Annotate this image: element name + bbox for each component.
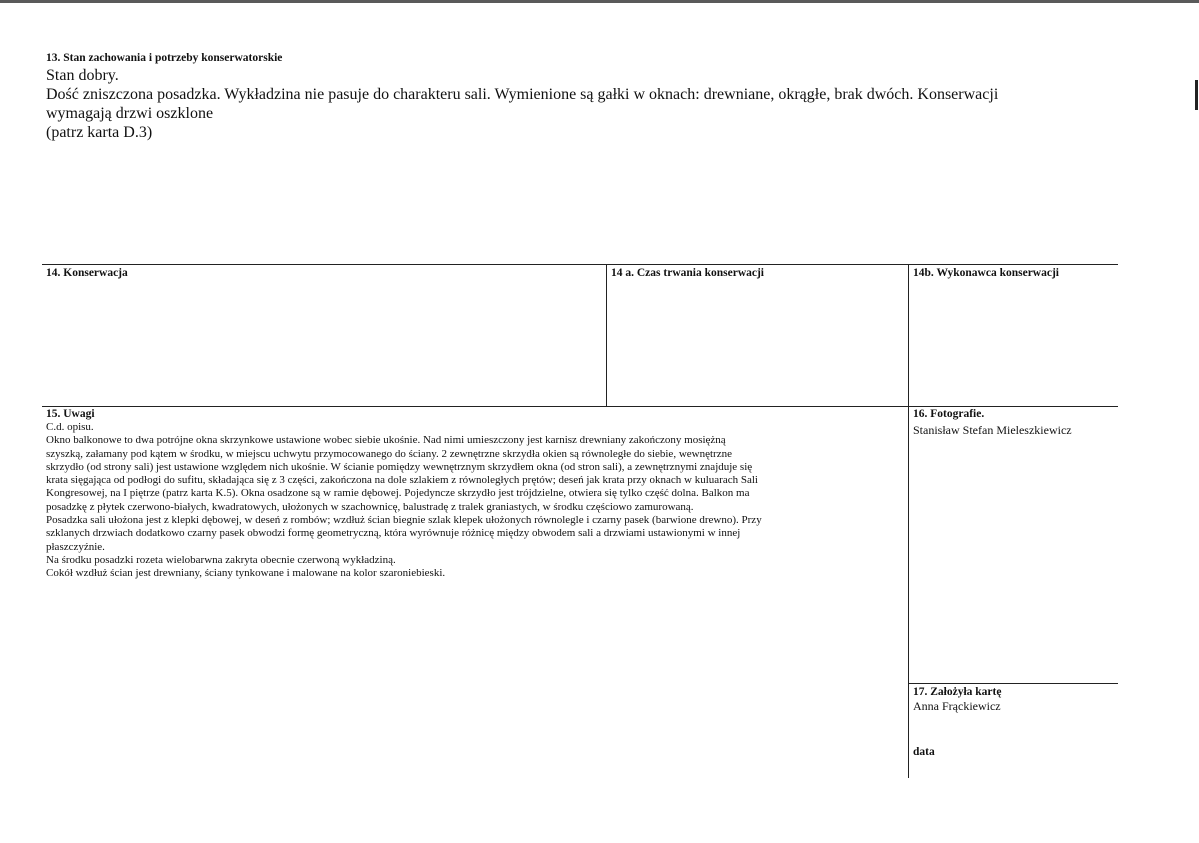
scan-edge-right bbox=[1195, 80, 1198, 110]
notes-line: szklanych drzwiach dodatkowo czarny pasek obwodzi formę geometryczną, która wyrównuje różnicę między obwodem sali a drzwiami ustawionymi w innej bbox=[46, 527, 741, 540]
notes-line: płaszczyźnie. bbox=[46, 540, 105, 553]
section-13-condition bbox=[46, 52, 1156, 142]
notes-line: Kongresowej, na I piętrze (patrz karta K.5). Okna osadzone są w ramie dębowej. Pojedyncze skrzydło jest trójdzielne, otwiera się tylko część dolna. Balkon ma bbox=[46, 487, 750, 500]
section-13-line: Dość zniszczona posadzka. Wykładzina nie pasuje do charakteru sali. Wymienione są gałki w oknach: drewniane, okrągłe, brak dwóch. Konserwacji bbox=[46, 86, 999, 103]
card-author-name: Anna Frąckiewicz bbox=[913, 699, 1001, 713]
notes-line: Okno balkonowe to dwa potrójne okna skrzynkowe ustawione wobec siebie ukośnie. Nad nimi umieszczony jest karnisz drewniany zakończony mosiężną bbox=[46, 434, 726, 447]
scan-edge-top bbox=[0, 0, 1199, 3]
section-14b-label: 14b. Wykonawca konserwacji bbox=[913, 267, 1059, 279]
date-label: data bbox=[913, 746, 935, 758]
grid-line-middle bbox=[42, 406, 1118, 407]
grid-line-col-14a bbox=[606, 264, 607, 406]
section-15-notes bbox=[46, 421, 898, 581]
section-14a-label: 14 a. Czas trwania konserwacji bbox=[611, 267, 764, 279]
section-15-label: 15. Uwagi bbox=[46, 408, 95, 420]
section-16-label: 16. Fotografie. bbox=[913, 408, 985, 420]
notes-line: Na środku posadzki rozeta wielobarwna zakryta obecnie czerwoną wykładziną. bbox=[46, 553, 396, 566]
section-14-label: 14. Konserwacja bbox=[46, 267, 128, 279]
notes-line: Posadzka sali ułożona jest z klepki dębowej, w deseń z rombów; wzdłuż ścian biegnie szlak klepek ułożonych równolegle i czarny pasek (barwione drewno). Przy bbox=[46, 514, 762, 527]
grid-line-section-17 bbox=[908, 683, 1118, 684]
notes-line: skrzydło (od strony sali) jest ustawione względem nich ukośnie. W ścianie pomiędzy wewnętrznym skrzydłem okna (od stron sali), a zewnętrznymi znajduje się bbox=[46, 460, 753, 473]
notes-line: krata sięgająca od podłogi do sufitu, składająca się z 3 części, zakończona na dole szlakiem z równoległych prętów; deseń jak krata przy oknach w kuluarach Sali bbox=[46, 474, 758, 487]
section-13-line: (patrz karta D.3) bbox=[46, 124, 153, 141]
section-13-line: wymagają drzwi oszklone bbox=[46, 105, 214, 122]
photographer-name: Stanisław Stefan Mieleszkiewicz bbox=[913, 423, 1072, 437]
notes-line: posadzkę z płytek czerwono-białych, kwadratowych, ułożonych w szachownicę, balustradę z tralek graniastych, w środku częściowo zamurowaną. bbox=[46, 500, 694, 513]
section-13-label: 13. Stan zachowania i potrzeby konserwatorskie bbox=[46, 52, 283, 64]
grid-line-top bbox=[42, 264, 1118, 265]
section-17-label: 17. Założyła kartę bbox=[913, 686, 1002, 698]
grid-line-col-14b bbox=[908, 264, 909, 778]
section-13-line: Stan dobry. bbox=[46, 67, 119, 84]
notes-line: szyszką, załamany pod kątem w środku, w miejscu uchwytu przymocowanego do ściany. 2 zewnętrzne skrzydła okien są równoległe do siebie, wewnętrzne bbox=[46, 447, 732, 460]
notes-line: C.d. opisu. bbox=[46, 421, 94, 433]
notes-line: Cokół wzdłuż ścian jest drewniany, ściany tynkowane i malowane na kolor szaroniebieski. bbox=[46, 567, 446, 580]
